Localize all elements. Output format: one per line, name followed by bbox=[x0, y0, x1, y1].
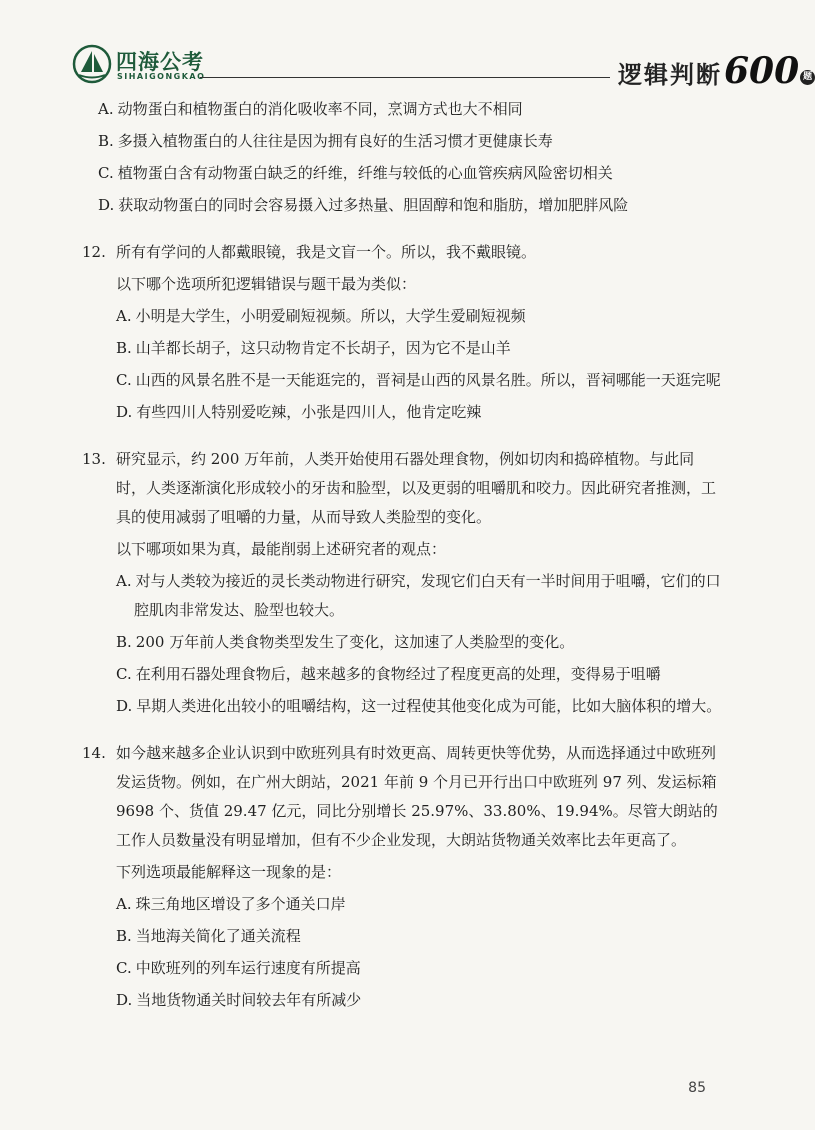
option-d: D. 获取动物蛋白的同时会容易摄入过多热量、胆固醇和饱和脂肪，增加肥胖风险 bbox=[98, 196, 629, 214]
option-a: A. 珠三角地区增设了多个通关口岸 bbox=[116, 895, 346, 913]
option-c: C. 中欧班列的列车运行速度有所提高 bbox=[116, 959, 361, 977]
option-a: A. 对与人类较为接近的灵长类动物进行研究，发现它们白天有一半时间用于咀嚼，它们的口腔肌肉非常发达、脸型也较大。 bbox=[116, 572, 721, 619]
question-13 bbox=[82, 445, 722, 721]
option-b: B. 200 万年前人类食物类型发生了变化，这加速了人类脸型的变化。 bbox=[116, 633, 575, 651]
option-a: A. 小明是大学生，小明爱刷短视频。所以，大学生爱刷短视频 bbox=[116, 307, 526, 325]
question-prompt: 以下哪项如果为真，最能削弱上述研究者的观点： bbox=[116, 540, 447, 558]
option-b: B. 多摄入植物蛋白的人往往是因为拥有良好的生活习惯才更健康长寿 bbox=[98, 132, 553, 150]
book-title-text: 逻辑判断 bbox=[618, 61, 722, 89]
publisher-logo-text: 四海公考 bbox=[116, 50, 204, 74]
option-d: D. 当地货物通关时间较去年有所减少 bbox=[116, 991, 362, 1009]
question-number: 14. bbox=[82, 744, 106, 762]
question-stem: 如今越来越多企业认识到中欧班列具有时效更高、周转更快等优势，从而选择通过中欧班列发运货物。例如，在广州大朗站，2021 年前 9 个月已开行出口中欧班列 97 列、发运标箱 9698 个、货值 29.47 亿元，同比分别增长 25.97%、33.80%、19.94%。尽管大朗站的工作人员数量没有明显增加，但有不少企业发现，大朗站货物通关效率比去年更高了。 bbox=[116, 744, 718, 849]
header-rule bbox=[200, 77, 610, 78]
publisher-logo-pinyin: SIHAIGONGKAO bbox=[117, 72, 206, 81]
option-c: C. 在利用石器处理食物后，越来越多的食物经过了程度更高的处理，变得易于咀嚼 bbox=[116, 665, 661, 683]
option-d: D. 有些四川人特别爱吃辣，小张是四川人，他肯定吃辣 bbox=[116, 403, 482, 421]
option-d: D. 早期人类进化出较小的咀嚼结构，这一过程使其他变化成为可能，比如大脑体积的增大。 bbox=[116, 697, 722, 715]
book-title-number: 600 bbox=[724, 50, 800, 92]
question-number: 12. bbox=[82, 243, 106, 261]
page-content bbox=[82, 92, 722, 1018]
option-b: B. 山羊都长胡子，这只动物肯定不长胡子，因为它不是山羊 bbox=[116, 339, 511, 357]
book-title-badge: 题 bbox=[800, 70, 815, 85]
page-number: 85 bbox=[688, 1080, 706, 1096]
question-12 bbox=[82, 238, 722, 427]
option-a: A. 动物蛋白和植物蛋白的消化吸收率不同，烹调方式也大不相同 bbox=[98, 100, 523, 118]
sailboat-logo-icon bbox=[72, 44, 112, 84]
page-header bbox=[72, 40, 813, 92]
question-stem: 所有有学问的人都戴眼镜，我是文盲一个。所以，我不戴眼镜。 bbox=[116, 243, 537, 261]
option-c: C. 植物蛋白含有动物蛋白缺乏的纤维，纤维与较低的心血管疾病风险密切相关 bbox=[98, 164, 613, 182]
option-b: B. 当地海关简化了通关流程 bbox=[116, 927, 301, 945]
question-stem: 研究显示，约 200 万年前，人类开始使用石器处理食物，例如切肉和捣碎植物。与此同时，人类逐渐演化形成较小的牙齿和脸型，以及更弱的咀嚼肌和咬力。因此研究者推测，工具的使用减弱了咀嚼的力量，从而导致人类脸型的变化。 bbox=[116, 450, 717, 526]
previous-question-options bbox=[82, 95, 722, 220]
question-number: 13. bbox=[82, 450, 106, 468]
question-prompt: 下列选项最能解释这一现象的是： bbox=[116, 863, 342, 881]
question-prompt: 以下哪个选项所犯逻辑错误与题干最为类似： bbox=[116, 275, 417, 293]
question-14 bbox=[82, 739, 722, 1015]
book-title bbox=[618, 50, 815, 92]
option-c: C. 山西的风景名胜不是一天能逛完的，晋祠是山西的风景名胜。所以，晋祠哪能一天逛完呢 bbox=[116, 371, 721, 389]
